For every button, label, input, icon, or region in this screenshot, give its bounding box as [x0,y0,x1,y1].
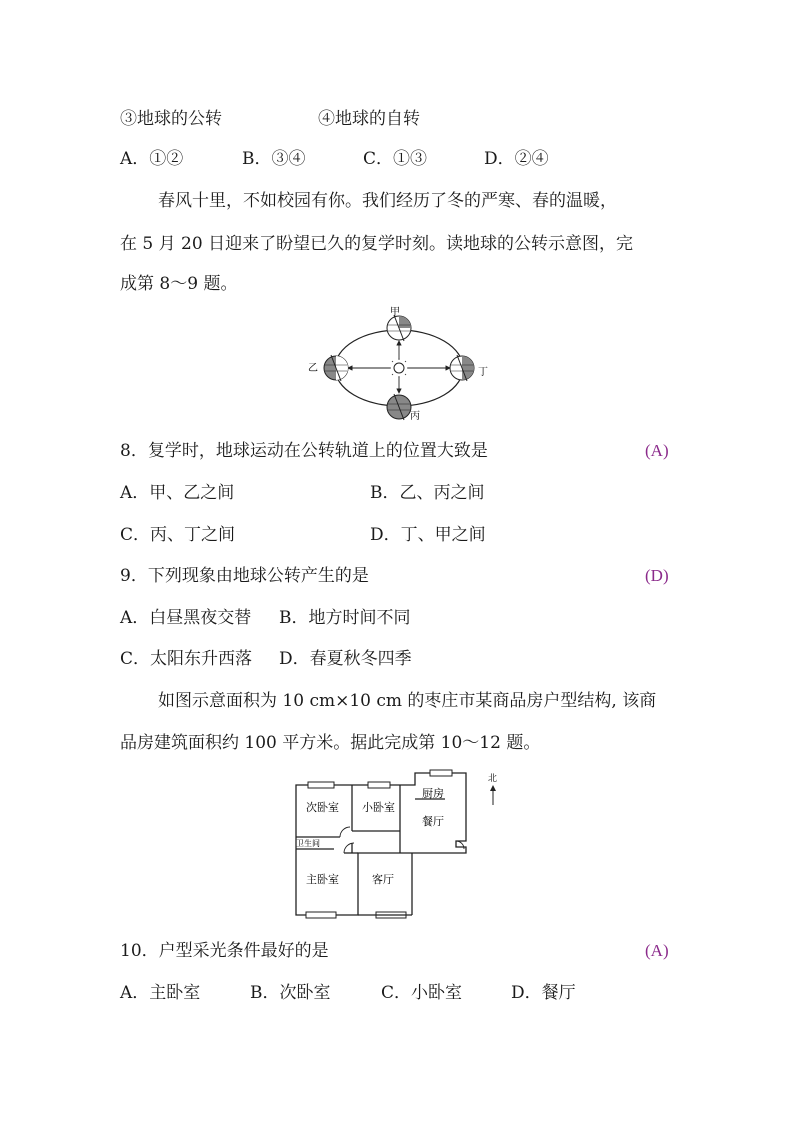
passage2-line2: 品房建筑面积约 100 平方米。据此完成第 10～12 题。 [120,733,541,753]
q9-option-d: D．春夏秋冬四季 [279,649,412,669]
q10-option-a: A．主卧室 [120,983,201,1003]
top-option-b: B．③④ [242,149,306,169]
label-ding: 丁 [478,367,488,378]
passage1-line3: 成第 8～9 题。 [120,274,238,294]
item-3: ③地球的公转 [120,109,222,129]
label-bing: 丙 [410,411,420,422]
label-jia: 甲 [390,307,400,318]
room-dining: 餐厅 [422,815,444,828]
north-label: 北 [488,774,498,784]
top-option-c: C．①③ [363,149,428,169]
orbit-diagram [300,305,500,425]
room-kitchen: 厨房 [422,787,444,800]
q9-option-c: C．太阳东升西落 [120,649,253,669]
room-small-bedroom: 小卧室 [362,801,395,814]
earth-bing-icon [387,394,411,420]
q8-stem: 8．复学时，地球运动在公转轨道上的位置大致是 [120,441,488,461]
item-4: ④地球的自转 [318,109,420,129]
q8-answer: (A) [645,441,669,460]
q10-option-c: C．小卧室 [381,983,463,1003]
room-master-bedroom: 主卧室 [306,873,339,886]
passage2-line1: 如图示意面积为 10 cm×10 cm 的枣庄市某商品房户型结构, 该商 [158,691,657,711]
sun-icon [389,358,409,378]
q10-answer: (A) [645,941,669,960]
room-second-bedroom: 次卧室 [306,801,339,814]
q8-option-a: A．甲、乙之间 [120,483,235,503]
q9-stem: 9．下列现象由地球公转产生的是 [120,566,369,586]
label-yi: 乙 [308,363,318,374]
room-bathroom: 卫生间 [296,839,320,848]
top-option-a: A．①② [120,149,184,169]
passage1-line1: 春风十里，不如校园有你。我们经历了冬的严寒、春的温暖， [158,191,617,211]
q8-option-c: C．丙、丁之间 [120,525,236,545]
q9-option-a: A．白昼黑夜交替 [120,608,252,628]
q9-answer: (D) [645,566,669,585]
earth-ding-icon [450,355,474,381]
passage1-line2: 在 5 月 20 日迎来了盼望已久的复学时刻。读地球的公转示意图，完 [120,234,634,254]
earth-yi-icon [324,355,348,381]
q9-option-b: B．地方时间不同 [279,608,411,628]
north-arrow-icon [488,772,497,805]
room-living-room: 客厅 [372,873,394,886]
q10-option-d: D．餐厅 [511,983,576,1003]
top-option-d: D．②④ [484,149,549,169]
q8-option-b: B．乙、丙之间 [370,483,485,503]
q10-option-b: B．次卧室 [250,983,331,1003]
floor-plan-diagram [290,765,510,920]
earth-jia-icon [387,315,411,341]
q10-stem: 10．户型采光条件最好的是 [120,941,329,961]
q8-option-d: D．丁、甲之间 [370,525,486,545]
